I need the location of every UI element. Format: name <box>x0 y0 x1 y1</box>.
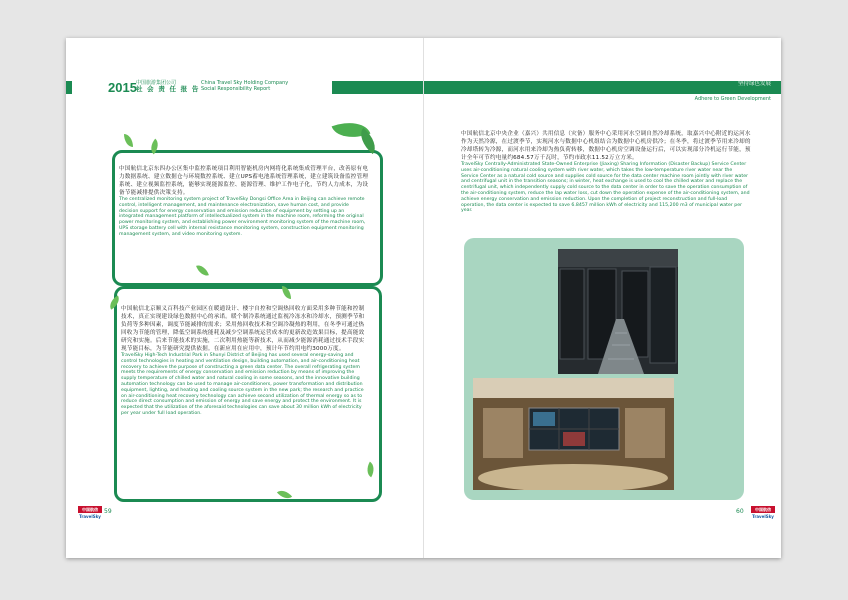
company-logo-left <box>78 506 102 520</box>
logo-text-en: TravelSky <box>79 514 101 519</box>
report-title-cn: 社 会 责 任 报 告 <box>136 85 200 93</box>
logo-text-cn: 中国航信 <box>755 507 771 512</box>
leaf-icon <box>124 134 133 147</box>
header-company-cn <box>136 80 200 92</box>
right-section <box>461 130 751 214</box>
report-year: 2015 <box>108 80 137 95</box>
report-title-en: Social Responsibility Report <box>201 86 271 92</box>
logo-text-cn: 中国航信 <box>82 507 98 512</box>
company-logo-right <box>751 506 775 520</box>
server-room-photo <box>558 249 678 374</box>
control-room-photo <box>473 378 674 490</box>
left-section-1 <box>119 165 369 238</box>
company-cn: 中国旅游集团公司 <box>136 80 177 86</box>
paragraph-en: TravelSky High-Tech Industrial Park in Shunyi District of Beijing has used several energy-saving and control technologies in heating and ventilation design, building automation, and air-conditioning heat recovery to achieve the purpose of constructing a green data center. The overall refrigerating system meets the requirements of energy conservation and emission reduction by means of improving the supply temperature of chilled water and natural cooling in some seasons, and the innovative building automation technology can be used to manage air-conditioners, power transformation and distribution equipment, lighting, and heating and cooling source system in the new park; the research and practice on air-conditioning heat recovery technology can achieve second utilization of thermal energy so as to reduce direct consumption and emission of energy and save energy and protect the environment. It is expected that the utilization of the aforesaid technologies can save about 30 million kWh of electricity per year under full load operation. <box>121 353 364 416</box>
page-number-left: 59 <box>104 508 112 515</box>
header-band-right <box>424 81 781 94</box>
control-room-image <box>473 378 674 490</box>
page-gutter <box>423 38 424 558</box>
company-en: China Travel Sky Holding Company <box>201 80 289 86</box>
paragraph-cn: 中国航信北京顺义百科技产业园区在暖通设计、楼宇自控和空调热回收方面采用多种节能和控制技术，真正实现建设绿色数据中心的承诺。暖个制冷系统通过监视冷冻水和冷却水，预测季节和负荷等多种因素，调度节能减排的需求；采用热回收技术和空调冷凝热的利用，在冬季可通过热回收为节能的管理，降低空调系统能耗及减少空调系统运营成本的更新改造效果目标，提高能效研究和实施。后来节能技术的实施，二次利用热能等新技术，从而减少能源消耗通过技术手段实现节能目标，为节能研究提供依据。在新应用在应用中，预计年节约用电约3000万度。 <box>121 306 365 352</box>
paragraph-cn: 中国航信北京中央企业（嘉兴）共用信息（灾备）服务中心采用河水空调自然冷却系统，取嘉兴中心附近的运河水作为天然冷源，在过渡季节，实现河水与数据中心机组结合为数据中心机房供冷；在冬季，将过渡季节用来冷却的冷却塔转为冷源，而河水用来冷却为热负荷转移，数据中心机房空调设备运行后，可以实现部分冷机运行节能，预计全年可节约电量约684.57万千瓦时，节约市政水11.52万立方米。 <box>461 131 751 161</box>
paragraph-en: The centralized monitoring system project of TravelSky Dongsi Office Area in Beijing can achieve remote control, intelligent management, and maintenance electronization, save human cost, and provide decision support for energy conservation and emission reduction of equipment by setting up an integrated management platform of intellectualized system in the machine room, reforming the original power monitoring system, and establishing power environment monitoring system of the machine room, UPS storage battery cell with internal resistance monitoring system, construction equipment monitoring management system, and video monitoring system. <box>119 197 366 237</box>
logo-text-en: TravelSky <box>752 514 774 519</box>
section-title-cn: 坚持绿色发展 <box>737 81 771 87</box>
header-company-en <box>201 80 288 92</box>
report-spread <box>66 38 781 558</box>
section-title-en: Adhere to Green Development <box>694 96 771 102</box>
paragraph-en: TravelSky Centrally-Administrated State-Owned Enterprise (Jiaxing) Sharing Information (Disaster Backup) Service Center uses air-conditioning natural cooling system with river water, which takes the low-temperature river water near the Service Center as a natural cold source and supplies cold source for the data center machine room jointly with river water and centrifugal unit in the transition seasons; in winter, heat exchange is used to cool the chilled water and replace the centrifugal unit, which independently supply cold source to the data center in order to save the operation consumption of the air-conditioning system, reduce the lap water loss, cut down the operation expense of the air-conditioning system, and achieve energy conservation and emission reduction. Upon the completion of project reconstruction and full-load operation, the data center is expected to save 6.8457 million kWh of electricity and 115,200 m3 of municipal water per year. <box>461 162 750 214</box>
left-section-2 <box>121 305 369 417</box>
paragraph-cn: 中国航信北京东四办公区集中监控系统项目利用智能机房内网将化系统集成管理平台，改善原有电力数据系统、建立数据仓与环境数控系统、建立UPS蓄电池系统管理系统，建立建筑设备监控管理系统、建立视频监控系统，能够实现能源监控、能源管理、维护工作电子化，节约人力成本，为设备节能减排提供决策支持。 <box>119 166 369 196</box>
page-number-right: 60 <box>736 508 744 515</box>
server-room-image <box>558 249 678 374</box>
